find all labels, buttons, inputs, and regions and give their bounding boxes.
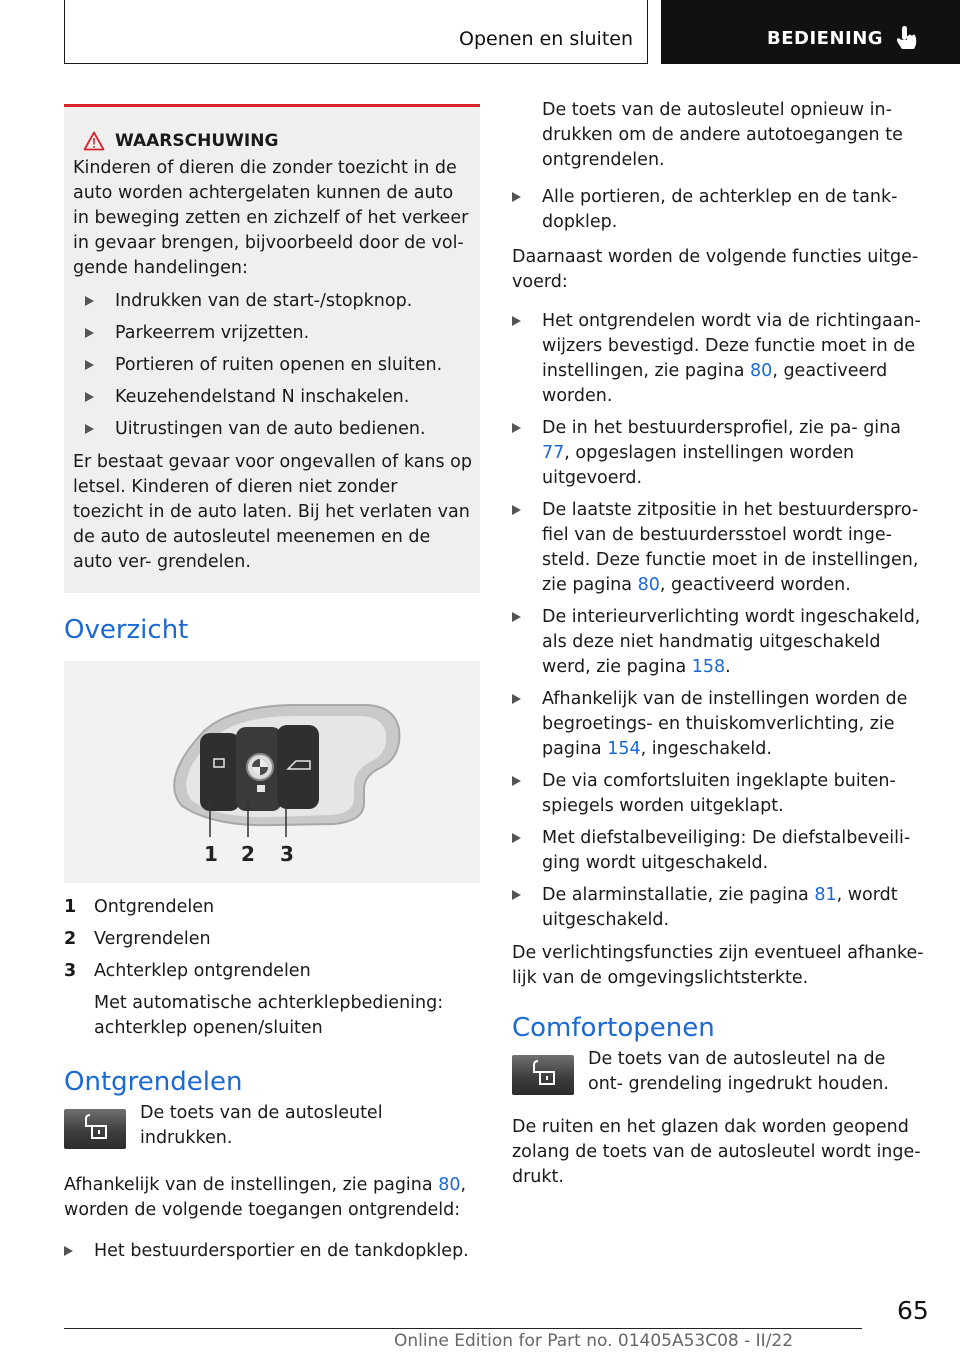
ontgrendelen-key-text: De toets van de autosleutel indrukken. bbox=[140, 1103, 383, 1148]
bullet-triangle-icon bbox=[512, 423, 521, 433]
key-fob-figure bbox=[64, 661, 480, 883]
list-item: Indrukken van de start-/stopknop. bbox=[73, 289, 472, 314]
warning-heading bbox=[73, 131, 472, 151]
warning-intro: Kinderen of dieren die zonder toezicht in de auto worden achtergelaten kunnen de auto in beweging zetten en zichzelf of het verkeer in gevaar brengen, bijvoorbeeld door de vol- gende handelingen: bbox=[73, 158, 469, 278]
right-column bbox=[512, 98, 924, 1190]
warning-title: WAARSCHUWING bbox=[115, 131, 279, 151]
page-link[interactable]: 154 bbox=[607, 739, 641, 759]
list-item: De alarminstallatie, zie pagina 81, wordt uitgeschakeld. bbox=[512, 883, 924, 933]
list-item: Alle portieren, de achterklep en de tank- dopklep. bbox=[512, 185, 924, 235]
bullet-triangle-icon bbox=[85, 360, 94, 370]
list-item: Het ontgrendelen wordt via de richtingaan- wijzers bevestigd. Deze functie moet in de instellingen, zie pagina 80, geactiveerd worden. bbox=[512, 309, 924, 409]
list-item: Portieren of ruiten openen en sluiten. bbox=[73, 353, 472, 378]
functions-intro: Daarnaast worden de volgende functies uitge- voerd: bbox=[512, 247, 919, 292]
figure-label-2: 2 bbox=[241, 842, 255, 866]
ontgrendelen-settings: Afhankelijk van de instellingen, zie pagina 80, worden de volgende toegangen ontgrendeld: bbox=[64, 1175, 467, 1220]
bullet-triangle-icon bbox=[512, 833, 521, 843]
list-item: Afhankelijk van de instellingen worden de begroetings- en thuiskomverlichting, zie pagina 154, ingeschakeld. bbox=[512, 687, 924, 762]
overzicht-heading: Overzicht bbox=[64, 615, 189, 645]
left-column bbox=[64, 104, 480, 1271]
list-item-continued: De toets van de autosleutel opnieuw in- drukken om de andere autotoegangen te ontgrendelen. bbox=[542, 100, 903, 170]
warning-outro: Er bestaat gevaar voor ongevallen of kans op letsel. Kinderen of dieren niet zonder toezicht in de auto laten. Bij het verlaten van de auto de autosleutel meenemen en de auto ver- grendelen. bbox=[73, 452, 472, 572]
page-link[interactable]: 80 bbox=[438, 1175, 461, 1195]
list-item: Het bestuurdersportier en de tankdopklep. bbox=[64, 1239, 480, 1264]
footer-divider bbox=[64, 1328, 862, 1329]
bullet-triangle-icon bbox=[85, 392, 94, 402]
bullet-triangle-icon bbox=[85, 296, 94, 306]
list-item: 3 Achterklep ontgrendelen bbox=[64, 961, 311, 981]
page-link[interactable]: 80 bbox=[637, 575, 660, 595]
footer-edition: Online Edition for Part no. 01405A53C08 - II/22 bbox=[394, 1331, 794, 1351]
bullet-triangle-icon bbox=[85, 424, 94, 434]
page-link[interactable]: 77 bbox=[542, 443, 565, 463]
warning-box bbox=[64, 104, 480, 593]
page-link[interactable]: 81 bbox=[814, 885, 837, 905]
list-item: Parkeerrem vrijzetten. bbox=[73, 321, 472, 346]
header-section-tab bbox=[64, 0, 648, 64]
overzicht-list bbox=[64, 895, 480, 1041]
list-item: Keuzehendelstand N inschakelen. bbox=[73, 385, 472, 410]
list-item: De via comfortsluiten ingeklapte buiten- spiegels worden uitgeklapt. bbox=[512, 769, 924, 819]
hand-pointer-icon bbox=[893, 24, 919, 52]
page-link[interactable]: 158 bbox=[691, 657, 726, 677]
page-link[interactable]: 80 bbox=[750, 361, 773, 381]
comfort-windows: De ruiten en het glazen dak worden geopend zolang de toets van de autosleutel wordt inge- drukt. bbox=[512, 1117, 921, 1187]
comfort-key-row bbox=[512, 1047, 924, 1097]
warning-list bbox=[73, 289, 472, 442]
warning-triangle-icon bbox=[83, 131, 105, 151]
ontgrendelen-key-row bbox=[64, 1101, 480, 1151]
comfort-key-text: De toets van de autosleutel na de ont- grendeling ingedrukt houden. bbox=[588, 1049, 889, 1094]
ontgrendelen-heading: Ontgrendelen bbox=[64, 1067, 243, 1097]
list-item-note: Met automatische achterklepbediening: achterklep openen/sluiten bbox=[94, 993, 444, 1038]
lights-note: De verlichtingsfuncties zijn eventueel afhanke- lijk van de omgevingslichtsterkte. bbox=[512, 943, 924, 988]
bullet-triangle-icon bbox=[512, 505, 521, 515]
unlock-key-button-icon bbox=[64, 1109, 126, 1149]
bullet-triangle-icon bbox=[512, 776, 521, 786]
functions-list bbox=[512, 309, 924, 933]
list-item: De interieurverlichting wordt ingeschakeld, als deze niet handmatig uitgeschakeld werd, zie pagina 158. bbox=[512, 605, 924, 680]
bullet-triangle-icon bbox=[85, 328, 94, 338]
page-number: 65 bbox=[897, 1296, 929, 1325]
bullet-triangle-icon bbox=[512, 890, 521, 900]
figure-label-1: 1 bbox=[204, 842, 218, 866]
list-item: Uitrustingen van de auto bedienen. bbox=[73, 417, 472, 442]
list-item: 1 Ontgrendelen bbox=[64, 897, 215, 917]
figure-label-3: 3 bbox=[280, 842, 294, 866]
key-fob-illustration bbox=[64, 661, 480, 883]
bullet-triangle-icon bbox=[512, 612, 521, 622]
unlock-key-button-icon bbox=[512, 1055, 574, 1095]
list-item: De laatste zitpositie in het bestuurderspro- fiel van de bestuurdersstoel wordt inge- steld. Deze functie moet in de instellingen, zie pagina 80, geactiveerd worden. bbox=[512, 498, 924, 598]
bullet-triangle-icon bbox=[512, 316, 521, 326]
list-item: Met diefstalbeveiliging: De diefstalbeveili- ging wordt uitgeschakeld. bbox=[512, 826, 924, 876]
header-section-title: Openen en sluiten bbox=[459, 28, 633, 50]
bullet-triangle-icon bbox=[512, 694, 521, 704]
header-chapter-title: BEDIENING bbox=[767, 28, 884, 49]
bullet-triangle-icon bbox=[512, 192, 521, 202]
bullet-triangle-icon bbox=[64, 1246, 73, 1256]
list-item: 2 Vergrendelen bbox=[64, 929, 211, 949]
list-item: De in het bestuurdersprofiel, zie pa- gina 77, opgeslagen instellingen worden uitgevoerd. bbox=[512, 416, 924, 491]
comfort-heading: Comfortopenen bbox=[512, 1013, 715, 1043]
